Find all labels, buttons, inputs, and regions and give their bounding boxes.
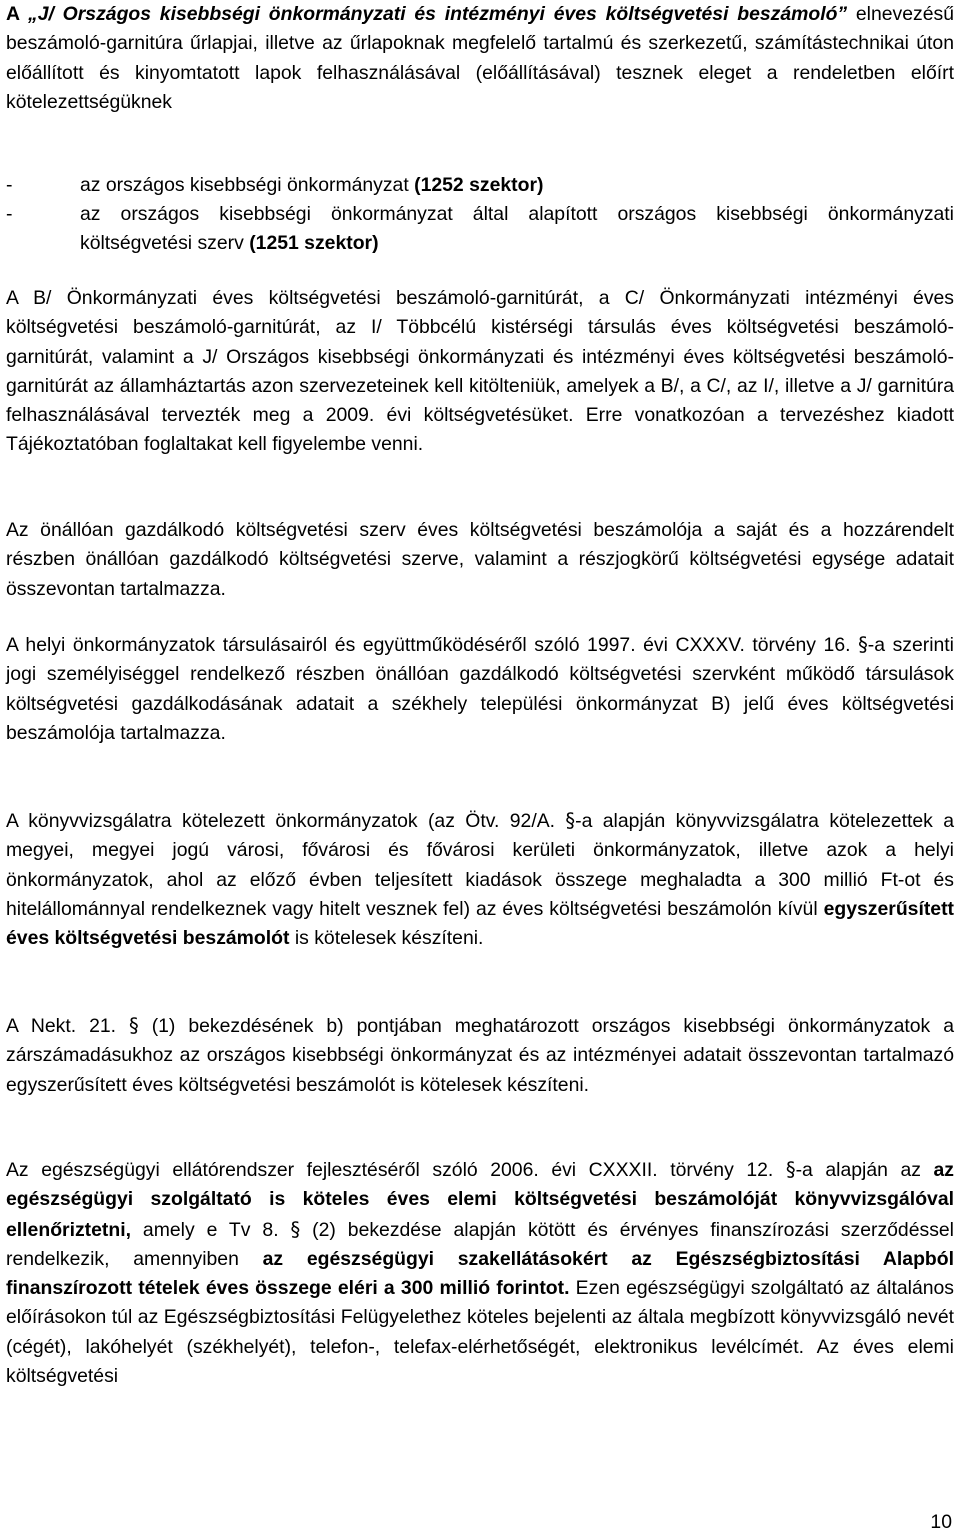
list-item-sector: (1251 szektor) <box>249 232 379 255</box>
tarsulas-text-a: A helyi önkormányzatok társulásairól és együttműködéséről szóló 1997. évi CXXXV. törvény 16. <box>6 634 859 656</box>
list-item <box>6 171 954 200</box>
intro-paragraph <box>6 0 954 117</box>
page-number: 10 <box>930 1511 952 1533</box>
eu-bold-1: az egészségügyi szolgáltató is köteles éves elemi költségvetési beszámolóját könyvvizsgálóval ellenőriztetni, <box>6 1159 954 1241</box>
list-item <box>6 200 954 259</box>
tarsulas-text-b: -a szerinti jogi személyiséggel rendelkező részben önállóan gazdálkodó költségvetési szervként működő társulások költségvetési gazdálkodásának adatait a székhely települési önkormányzat B) jelű éves költségvetési beszámolója tartalmazza. <box>6 634 954 744</box>
eu-text-a: Az egészségügyi ellátórendszer fejlesztéséről szóló 2006. évi CXXXII. törvény 12. <box>6 1159 786 1181</box>
garnitura-paragraph: A B/ Önkormányzati éves költségvetési beszámoló-garnitúrát, a C/ Önkormányzati intézményi éves költségvetési beszámoló-garnitúrát, az I/ Többcélú kistérségi társulás éves költségvetési beszámoló-garnitúrát, valamint a J/ Országos kisebbségi önkormányzati és intézményi éves költségvetési beszámoló-garnitúrát az államháztartás azon szervezeteinek kell kitölteniük, amelyek a B/, a C/, az I/, illetve a J/ garnitúra felhasználásával tervezték meg a 2009. évi költségvetésüket. Erre vonatkozóan a tervezéshez kiadott Tájékoztatóban foglaltakat kell figyelembe venni. <box>6 287 954 456</box>
eu-text-d: (2) bekezdése alapján kötött és érvényes finanszírozási szerződéssel rendelkezik, amennyiben <box>6 1218 954 1270</box>
eu-text-e: Ezen egészségügyi szolgáltató az általános előírásokon túl az Egészségbiztosítási Felügyelethez köteles bejelenti az általa megbízott könyvvizsgáló nevét (cégét), lakóhelyét (székhelyét), telefon-, telefax-elérhetőségét, elektronikus levélcímét. Az éves elemi költségvetési <box>6 1277 954 1388</box>
section-sign: § <box>565 809 576 832</box>
list-item-text-a: az országos kisebbségi önkormányzat által alapított országos kisebbségi önkormányzati költségvetési szerv <box>80 203 954 255</box>
konyvvizsgalat-paragraph <box>6 806 954 953</box>
eu-text-c: amely e Tv 8. <box>130 1218 291 1241</box>
section-sign: § <box>290 1217 301 1241</box>
konyv-text-c: is kötelesek készíteni. <box>289 927 484 950</box>
list-dash: - <box>6 174 13 196</box>
konyv-bold: egyszerűsített éves költségvetési beszámolót <box>6 897 954 950</box>
list-item-sector: (1252 szektor) <box>414 174 544 196</box>
list-dash: - <box>6 203 13 225</box>
section-sign: § <box>129 1014 139 1037</box>
nekt-text-b: (1) bekezdésének b) pontjában meghatározott országos kisebbségi önkormányzatok a zárszámadásukhoz az országos kisebbségi önkormányzat és az intézményei adatait összevontan tartalmazó egyszerűsített éves költségvetési beszámolót is kötelesek készíteni. <box>6 1015 954 1096</box>
onallo-paragraph: Az önállóan gazdálkodó költségvetési szerv éves költségvetési beszámolója a saját és a hozzárendelt részben önállóan gazdálkodó költségvetési szerve, valamint a részjogkörű költségvetési egysége adatait összevontan tartalmazza. <box>6 519 954 600</box>
intro-text-a: A <box>6 3 29 25</box>
nekt-text-a: A Nekt. 21. <box>6 1015 130 1037</box>
section-sign: § <box>785 1158 796 1181</box>
egeszsegugyi-paragraph <box>6 1155 954 1391</box>
eu-bold-2: az egészségügyi szakellátásokért az Egészségbiztosítási Alapból finanszírozott tételek éves összege eléri a 300 millió forintot. <box>6 1247 954 1300</box>
konyv-text-a: A könyvvizsgálatra kötelezett önkormányzatok (az Ötv. 92/A. <box>6 810 566 832</box>
konyv-text-b: -a alapján könyvvizsgálatra kötelezettek a megyei, megyei jogú városi, fővárosi és fővárosi kerületi önkormányzatok, illetve azok a helyi önkormányzatok, ahol az előző évben teljesített kiadások összege meghaladta a 300 millió Ft-ot és hitelállománnyal rendelkeznek vagy hitelt vesznek fel) az éves költségvetési beszámolón kívül <box>6 810 954 920</box>
eu-text-b: -a alapján az <box>795 1159 934 1181</box>
list-item-text <box>80 200 954 259</box>
nekt-paragraph <box>6 1011 954 1100</box>
intro-form-title: „J/ Országos kisebbségi önkormányzati és intézményi éves költségvetési beszámoló” <box>28 3 848 25</box>
tarsulas-paragraph <box>6 630 954 748</box>
section-sign: § <box>858 633 868 656</box>
list-item-text-a: az országos kisebbségi önkormányzat <box>80 174 415 196</box>
list-item-text <box>80 171 954 200</box>
intro-text-c: elnevezésű beszámoló-garnitúra űrlapjai, illetve az űrlapoknak megfelelő tartalmú és szerkezetű, számítástechnikai úton előállított és kinyomtatott lapok felhasználásával (előállításával) tesznek eleget a rendeletben előírt kötelezettségüknek <box>6 3 954 113</box>
